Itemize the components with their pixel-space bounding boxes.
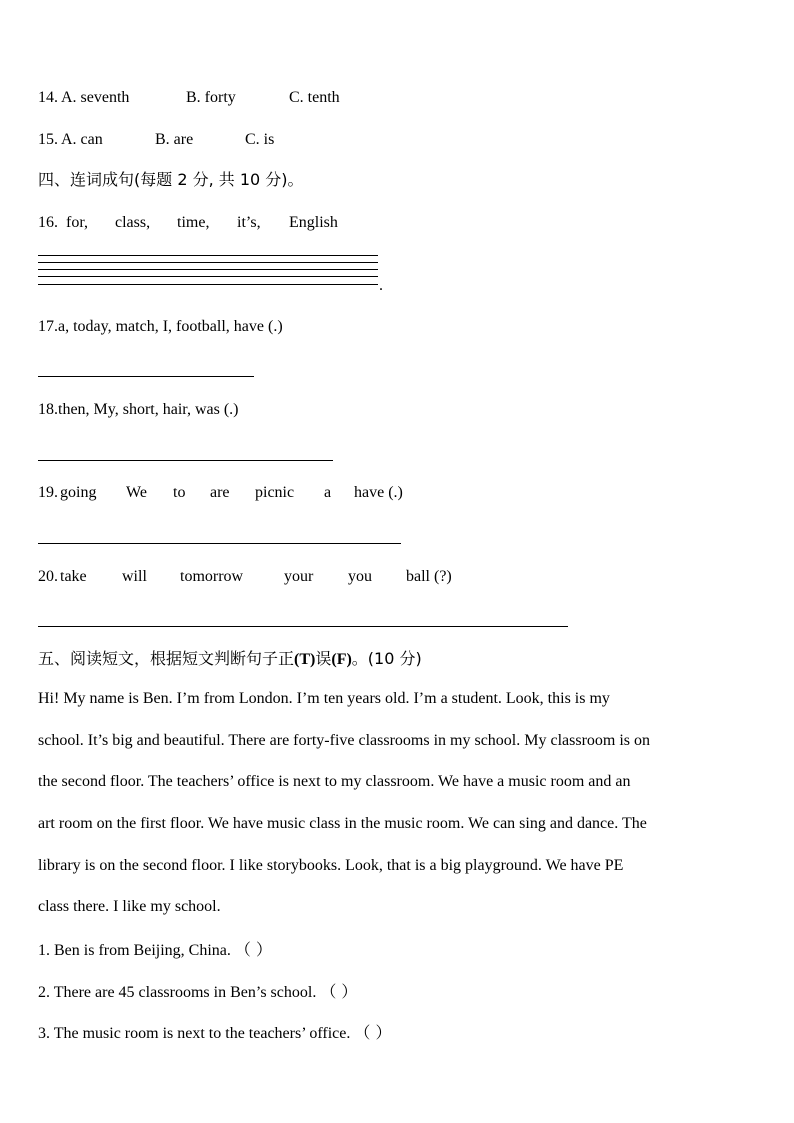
q16-word: English bbox=[289, 214, 338, 231]
section-4-heading: 四、连词成句(每题 2 分, 共 10 分)。 bbox=[38, 170, 304, 189]
q19-word: going bbox=[60, 484, 97, 501]
q20-word: your bbox=[284, 568, 314, 585]
q20-word: take bbox=[60, 568, 87, 585]
q16-word: time, bbox=[177, 214, 210, 231]
judgment-2 bbox=[38, 982, 357, 1003]
passage-line: Hi! My name is Ben. I’m from London. I’m ten years old. I’m a student. Look, this is my bbox=[38, 690, 610, 707]
q16-number: 16. bbox=[38, 214, 58, 231]
judgment-text: 1. Ben is from Beijing, China. bbox=[38, 942, 231, 959]
q16-answer-line[interactable] bbox=[38, 262, 378, 263]
q18-answer-line[interactable] bbox=[38, 460, 333, 461]
passage-line: the second floor. The teachers’ office is next to my classroom. We have a music room and an bbox=[38, 773, 631, 790]
q14-option-b: B. forty bbox=[186, 89, 236, 106]
q19-word: have (.) bbox=[354, 484, 403, 501]
q17-answer-line[interactable] bbox=[38, 376, 254, 377]
section-5-true-mark: (T) bbox=[294, 651, 316, 668]
q15-option-c: C. is bbox=[245, 131, 275, 148]
q20-answer-line[interactable] bbox=[38, 626, 568, 627]
section-5-heading bbox=[38, 649, 422, 670]
q16-end-mark: . bbox=[379, 277, 383, 294]
section-5-title-b: 误 bbox=[315, 649, 332, 668]
q19-word: are bbox=[210, 484, 230, 501]
q16-word: class, bbox=[115, 214, 151, 231]
q15-number: 15. bbox=[38, 131, 58, 148]
q15-option-a: A. can bbox=[61, 131, 103, 148]
q14-option-c: C. tenth bbox=[289, 89, 340, 106]
passage-line: class there. I like my school. bbox=[38, 898, 221, 915]
section-5-false-mark: (F) bbox=[331, 651, 352, 668]
answer-bracket[interactable]: （ ） bbox=[354, 1023, 392, 1042]
q20-word: you bbox=[348, 568, 372, 585]
q19-number: 19. bbox=[38, 484, 58, 501]
q20-word: will bbox=[122, 568, 147, 585]
q16-answer-line[interactable] bbox=[38, 276, 378, 277]
q20-word: ball (?) bbox=[406, 568, 452, 585]
q16-answer-line[interactable] bbox=[38, 269, 378, 270]
q19-word: We bbox=[126, 484, 147, 501]
q19-answer-line[interactable] bbox=[38, 543, 401, 544]
passage-line: school. It’s big and beautiful. There are forty-five classrooms in my school. My classroom is on bbox=[38, 732, 651, 749]
judgment-3 bbox=[38, 1023, 391, 1044]
q16-word: it’s, bbox=[237, 214, 261, 231]
q19-word: a bbox=[324, 484, 332, 501]
q16-answer-line[interactable] bbox=[38, 284, 378, 285]
q19-word: picnic bbox=[255, 484, 295, 501]
q16-answer-line[interactable] bbox=[38, 255, 378, 256]
answer-bracket[interactable]: （ ） bbox=[234, 940, 272, 959]
q14-number: 14. bbox=[38, 89, 58, 106]
passage-line: art room on the first floor. We have music class in the music room. We can sing and dance. The bbox=[38, 815, 647, 832]
question-17: 17.a, today, match, I, football, have (.) bbox=[38, 318, 283, 335]
section-5-title-a: 五、阅读短文，根据短文判断句子正 bbox=[38, 649, 295, 668]
answer-bracket[interactable]: （ ） bbox=[320, 982, 358, 1001]
q20-word: tomorrow bbox=[180, 568, 244, 585]
question-18: 18.then, My, short, hair, was (.) bbox=[38, 401, 239, 418]
q16-word: for, bbox=[66, 214, 89, 231]
q14-option-a: A. seventh bbox=[61, 89, 130, 106]
section-5-title-c: 。(10 分) bbox=[351, 649, 422, 668]
judgment-text: 3. The music room is next to the teachers’ office. bbox=[38, 1025, 351, 1042]
judgment-1 bbox=[38, 940, 272, 961]
q20-number: 20. bbox=[38, 568, 58, 585]
q19-word: to bbox=[173, 484, 186, 501]
passage-line: library is on the second floor. I like storybooks. Look, that is a big playground. We have PE bbox=[38, 857, 624, 874]
q15-option-b: B. are bbox=[155, 131, 194, 148]
judgment-text: 2. There are 45 classrooms in Ben’s school. bbox=[38, 984, 317, 1001]
